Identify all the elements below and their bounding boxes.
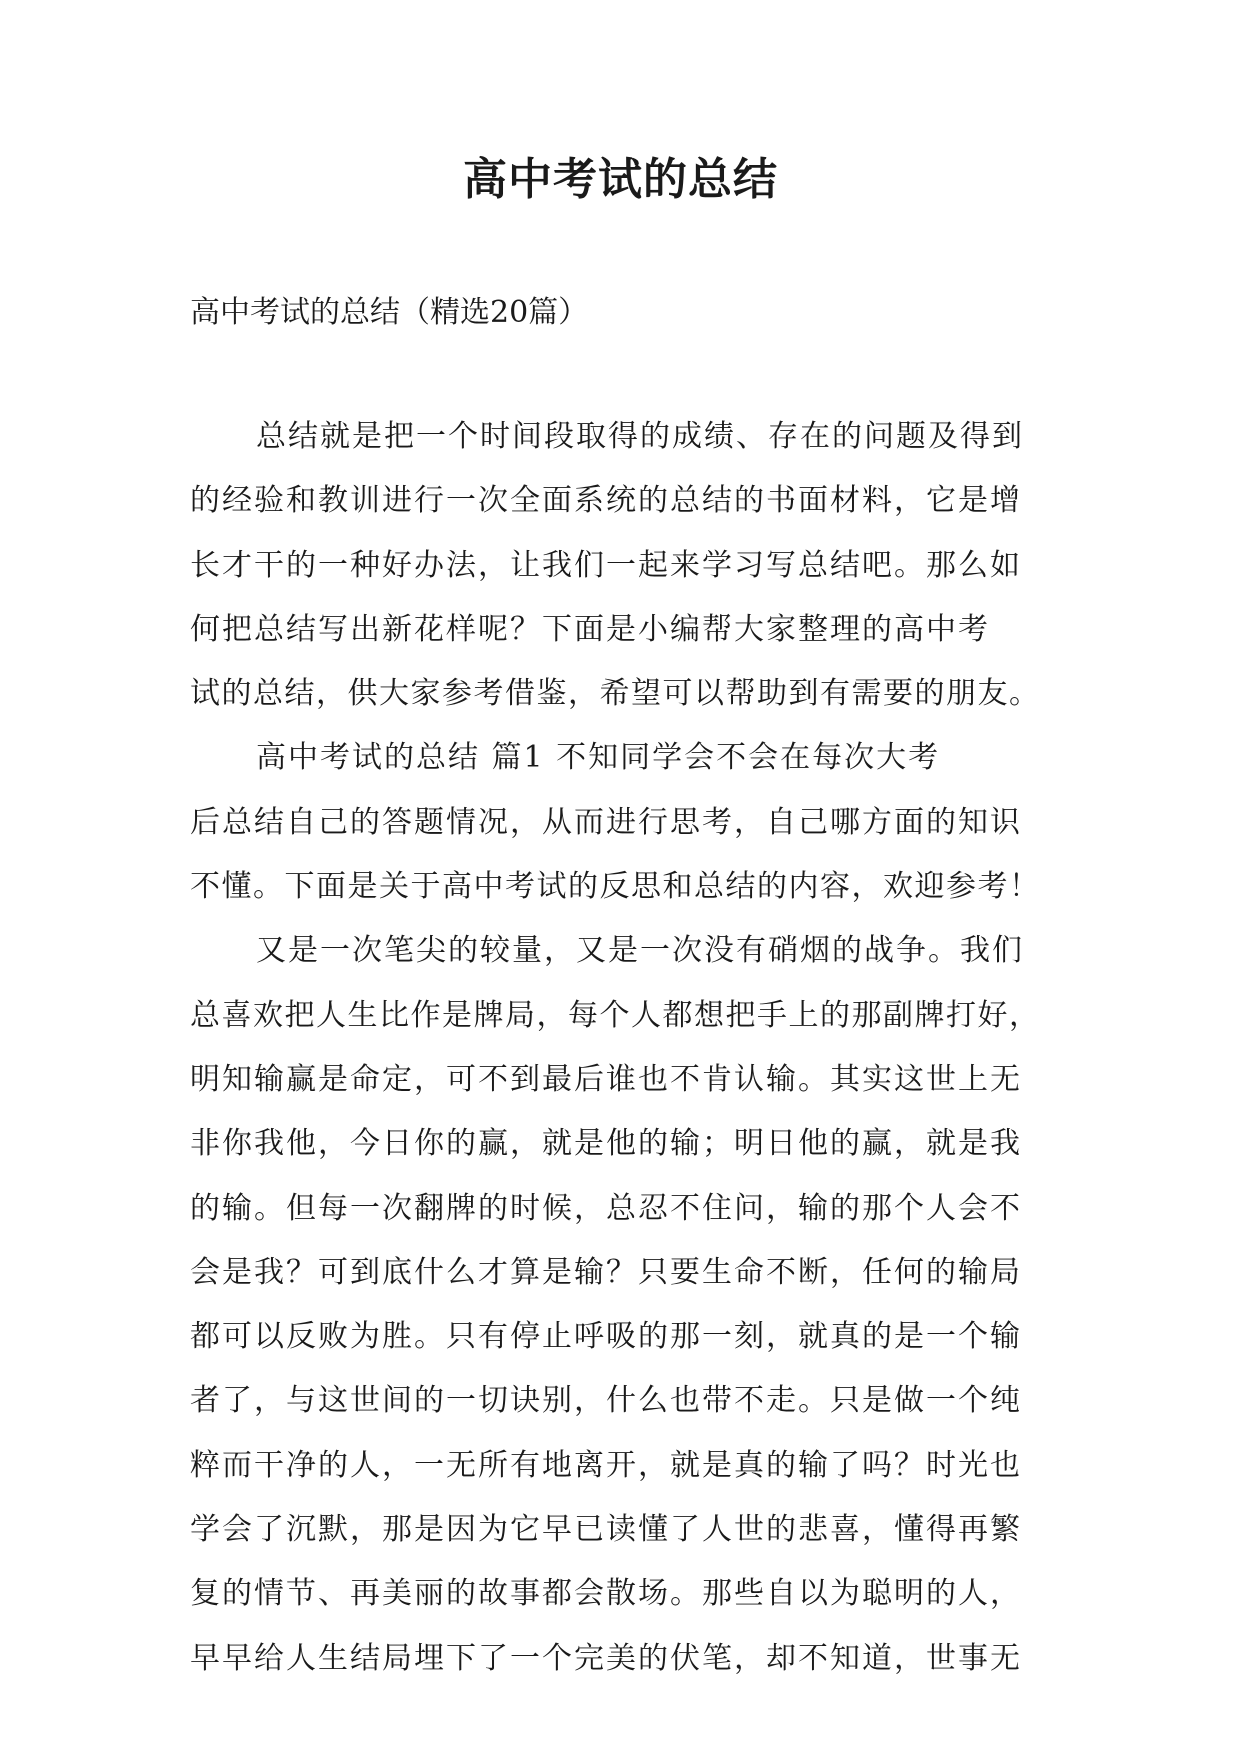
text-line: 又是一次笔尖的较量，又是一次没有硝烟的战争。我们	[256, 933, 1024, 969]
document-subtitle: 高中考试的总结（精选20篇）	[190, 295, 589, 330]
text-line: 长才干的一种好办法，让我们一起来学习写总结吧。那么如	[190, 547, 1022, 583]
page-title: 高中考试的总结	[463, 154, 778, 205]
text-line: 非你我他，今日你的赢，就是他的输；明日他的赢，就是我	[190, 1126, 1022, 1162]
text-line: 不懂。下面是关于高中考试的反思和总结的内容，欢迎参考！	[190, 869, 1041, 905]
body-text	[190, 405, 1050, 1691]
text-line: 总喜欢把人生比作是牌局，每个人都想把手上的那副牌打好，	[190, 997, 1041, 1033]
text-line: 的经验和教训进行一次全面系统的总结的书面材料，它是增	[190, 483, 1022, 519]
text-line: 复的情节、再美丽的故事都会散场。那些自以为聪明的人，	[190, 1576, 1022, 1612]
text-line: 都可以反败为胜。只有停止呼吸的那一刻，就真的是一个输	[190, 1319, 1022, 1355]
text-line: 后总结自己的答题情况，从而进行思考，自己哪方面的知识	[190, 804, 1022, 840]
text-line: 高中考试的总结 篇1 不知同学会不会在每次大考	[256, 740, 941, 776]
text-line: 粹而干净的人，一无所有地离开，就是真的输了吗？时光也	[190, 1447, 1022, 1483]
text-line: 的输。但每一次翻牌的时候，总忍不住问，输的那个人会不	[190, 1190, 1022, 1226]
text-line: 学会了沉默，那是因为它早已读懂了人世的悲喜，懂得再繁	[190, 1512, 1022, 1548]
text-line: 早早给人生结局埋下了一个完美的伏笔，却不知道，世事无	[190, 1640, 1022, 1676]
text-line: 试的总结，供大家参考借鉴，希望可以帮助到有需要的朋友。	[190, 676, 1041, 712]
text-line: 明知输赢是命定，可不到最后谁也不肯认输。其实这世上无	[190, 1061, 1022, 1097]
text-line: 会是我？可到底什么才算是输？只要生命不断，任何的输局	[190, 1254, 1022, 1290]
text-line: 总结就是把一个时间段取得的成绩、存在的问题及得到	[256, 419, 1024, 454]
text-line: 者了，与这世间的一切诀别，什么也带不走。只是做一个纯	[190, 1383, 1022, 1419]
text-line: 何把总结写出新花样呢？下面是小编帮大家整理的高中考	[190, 611, 990, 647]
